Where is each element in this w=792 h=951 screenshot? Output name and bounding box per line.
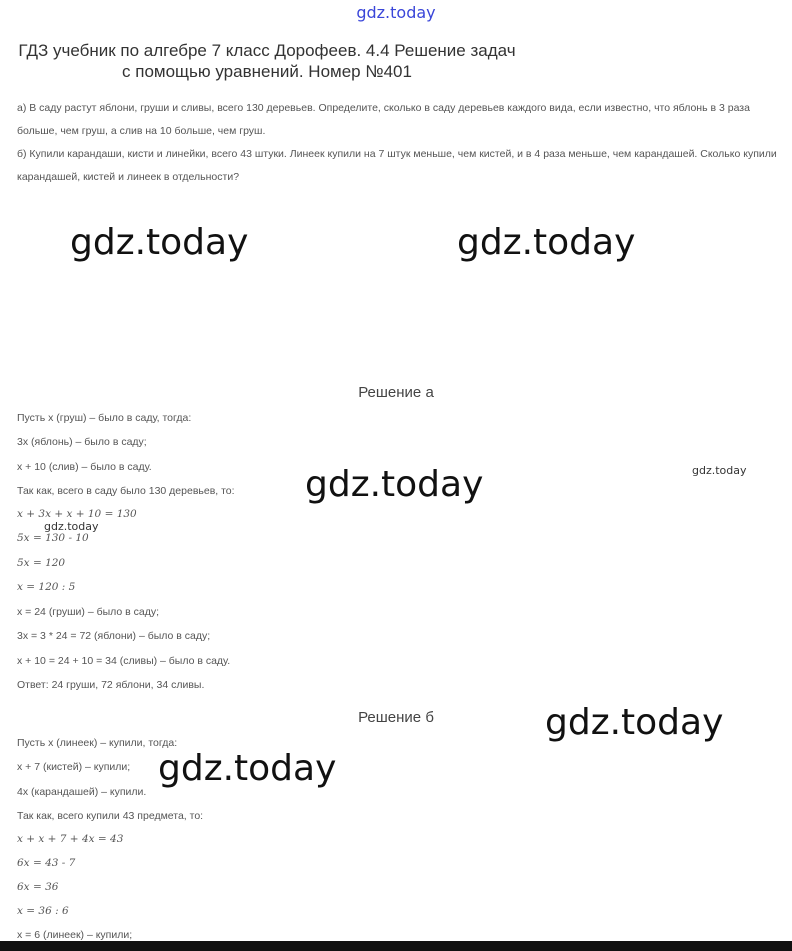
task-a: а) В саду растут яблони, груши и сливы, всего 130 деревьев. Определите, сколько в саду деревьев каждого вида, если известно, что яблонь в 3 раза больше, чем груш, а слив на 10 больше, чем груш. (17, 102, 750, 137)
watermark: gdz.today (305, 464, 484, 505)
solution-line: Так как, всего в саду было 130 деревьев, то: (17, 485, 235, 497)
watermark: gdz.today (545, 702, 724, 743)
solution-line: 4x (карандашей) – купили. (17, 786, 147, 798)
solution-equation: x + 3x + x + 10 = 130 (17, 508, 137, 520)
solution-line: x + 7 (кистей) – купили; (17, 761, 131, 773)
solution-a-title: Решение а (358, 384, 434, 401)
bottom-bar (0, 941, 792, 951)
solution-line: x + 10 = 24 + 10 = 34 (сливы) – было в саду. (17, 655, 231, 667)
solution-equation: x + x + 7 + 4x = 43 (17, 833, 124, 845)
solution-line: Пусть x (груш) – было в саду, тогда: (17, 412, 192, 424)
solution-line: Пусть x (линеек) – купили, тогда: (17, 737, 178, 749)
solution-line: x + 10 (слив) – было в саду. (17, 461, 152, 473)
solution-equation: x = 36 : 6 (17, 905, 69, 917)
solution-equation: 6x = 36 (17, 881, 59, 893)
page-title-line-1: ГДЗ учебник по алгебре 7 класс Дорофеев. 4.4 Решение задач (18, 41, 516, 60)
solution-equation: x = 120 : 5 (17, 581, 76, 593)
watermark: gdz.today (692, 464, 747, 477)
solution-answer: Ответ: 24 груши, 72 яблони, 34 сливы. (17, 679, 205, 691)
watermark: gdz.today (457, 222, 636, 263)
task-b: б) Купили карандаши, кисти и линейки, всего 43 штуки. Линеек купили на 7 штук меньше, чем кистей, и в 4 раза меньше, чем карандашей. Сколько купили карандашей, кистей и линеек в отдельности? (17, 148, 777, 183)
solution-line: x = 6 (линеек) – купили; (17, 929, 133, 941)
solution-line: x = 24 (груши) – было в саду; (17, 606, 160, 618)
solution-line: Так как, всего купили 43 предмета, то: (17, 810, 204, 822)
solution-equation: 5x = 120 (17, 557, 66, 569)
solution-b-title: Решение б (358, 709, 434, 726)
watermark: gdz.today (158, 748, 337, 789)
watermark: gdz.today (44, 520, 99, 533)
watermark: gdz.today (70, 222, 249, 263)
solution-line: 3x (яблонь) – было в саду; (17, 436, 147, 448)
solution-line: 3x = 3 * 24 = 72 (яблони) – было в саду; (17, 630, 211, 642)
site-logo[interactable]: gdz.today (356, 3, 436, 22)
solution-equation: 6x = 43 - 7 (17, 857, 76, 869)
page-title-line-2: с помощью уравнений. Номер №401 (122, 62, 412, 81)
solution-equation: 5x = 130 - 10 (17, 532, 89, 544)
page-title (0, 40, 534, 82)
